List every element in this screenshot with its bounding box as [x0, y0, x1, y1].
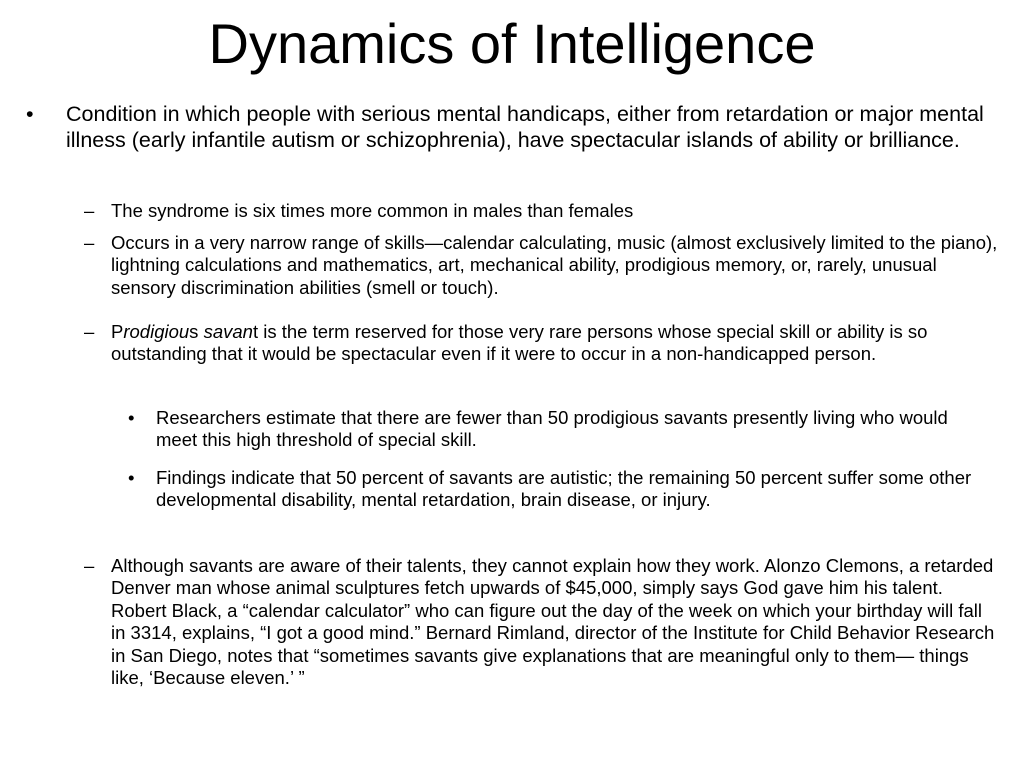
prodigious-italic-part: rodigiou [123, 321, 190, 342]
prodigious-text-part: P [111, 321, 124, 342]
savant-italic-part: savan [203, 321, 253, 342]
slide-title: Dynamics of Intelligence [208, 12, 816, 75]
sub-sub-bullet-estimate [128, 407, 988, 452]
sub-sub-bullet-findings [128, 467, 988, 512]
dash-marker: – [84, 321, 95, 342]
bullet-marker: • [26, 102, 34, 126]
bullet-marker: • [128, 407, 135, 428]
sub-bullet-syndrome-text: The syndrome is six times more common in males than females [111, 200, 634, 221]
dash-marker: – [84, 555, 95, 576]
main-bullet-item [26, 102, 996, 153]
dash-marker: – [84, 232, 95, 253]
sub-bullet-syndrome [84, 200, 998, 222]
sub-sub-bullet-findings-text: Findings indicate that 50 percent of savants are autistic; the remaining 50 percent suffer some other developmental disability, mental retardation, brain disease, or injury. [156, 467, 972, 511]
sub-bullet-skills-text: Occurs in a very narrow range of skills—calendar calculating, music (almost exclusively limited to the piano), lightning calculations and mathematics, art, mechanical ability, prodigious memory, or, rarely, unusual sensory discrimination abilities (smell or touch). [111, 232, 998, 298]
sub-bullet-prodigious-text [111, 321, 998, 366]
bullet-marker: • [128, 467, 135, 488]
sub-bullet-skills [84, 232, 998, 299]
sub-sub-bullet-estimate-text: Researchers estimate that there are fewer than 50 prodigious savants presently living who would meet this high threshold of special skill. [156, 407, 948, 451]
sub-bullet-aware [84, 555, 998, 689]
prodigious-text-part: s [189, 321, 204, 342]
dash-marker: – [84, 200, 95, 221]
sub-bullet-aware-text: Although savants are aware of their talents, they cannot explain how they work. Alonzo Clemons, a retarded Denver man whose animal sculptures fetch upwards of $45,000, simply says God gave him his talent. Robert Black, a “calendar calculator” who can figure out the day of the week on which your birthday will fall in 3314, explains, “I got a good mind.” Bernard Rimland, director of the Institute for Child Behavior Research in San Diego, notes that “sometimes savants give explanations that are meaningful only to them— things like, ‘Because eleven.’ ” [111, 555, 995, 689]
main-bullet-text: Condition in which people with serious mental handicaps, either from retardation or major mental illness (early infantile autism or schizophrenia), have spectacular islands of ability or brilliance. [66, 102, 984, 152]
prodigious-text-part: t is the term reserved for those very rare persons whose special skill or ability is so outstanding that it would be spectacular even if it were to occur in a non-handicapped person. [111, 321, 928, 365]
sub-bullet-prodigious [84, 321, 998, 366]
